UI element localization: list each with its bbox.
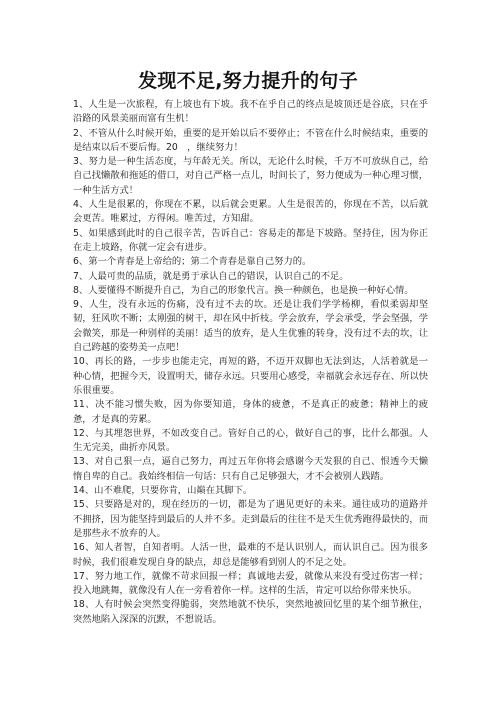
paragraph-7: 7、人最可贵的品质，就是勇于承认自己的错误，认识自己的不足。 xyxy=(73,270,349,282)
paragraph-8: 8、人要懂得不断提升自己，为自己的形象代言。换一种颜色，也是换一种好心情。 xyxy=(73,284,414,296)
paragraph-6: 6、第一个青春是上帝给的；第二个青春是靠自己努力的。 xyxy=(73,256,312,268)
document-body xyxy=(73,98,428,627)
paragraph-16: 16、知人者智，自知者明。人活一世，最难的不是认识别人，而认识自己。因为很多时候，我们很难发现自身的缺点，却总是能够看到别人的不足之处。 xyxy=(73,542,428,568)
paragraph-14: 14、山不难爬，只要你肯，山巅在其脚下。 xyxy=(73,485,253,497)
paragraph-18: 18、人有时候会突然变得脆弱，突然地就不快乐，突然地被回忆里的某个细节揪住，突然地陷入深深的沉默，不想说话。 xyxy=(73,599,428,625)
paragraph-9: 9、人生，没有永远的伤痛，没有过不去的坎。还是让我们学学杨柳，看似柔弱却坚韧，狂风吹不断；太刚强的树干，却在风中折枝。学会放弃，学会承受，学会坚强，学会微笑，那是一种别样的美丽！适当的放弃，是人生优雅的转身，没有过不去的坎，让自己跨越的姿势美一点吧！ xyxy=(73,299,428,354)
paragraph-15: 15、只要路是对的，现在经历的一切，都是为了遇见更好的未来。通往成功的道路并不拥挤，因为能坚持到最后的人并不多。走到最后的往往不是天生优秀跑得最快的，而是那些永不放弃的人。 xyxy=(73,499,428,539)
paragraph-1: 1、人生是一次旅程，有上坡也有下坡。我不在乎自己的终点是坡顶还是谷底，只在乎沿路的风景美丽而富有生机！ xyxy=(73,99,428,125)
paragraph-13: 13、对自己狠一点，逼自己努力，再过五年你将会感谢今天发狠的自己、恨透今天懒惰自卑的自己。我始终相信一句话：只有自己足够强大，才不会被别人践踏。 xyxy=(73,456,428,482)
paragraph-12: 12、与其埋怨世界，不如改变自己。管好自己的心，做好自己的事，比什么都强。人生无完美，曲折亦风景。 xyxy=(73,427,428,454)
paragraph-11: 11、决不能习惯失败，因为你要知道，身体的疲惫，不是真正的疲惫；精神上的疲惫，才是真的劳累。 xyxy=(73,399,428,425)
page-title: 发现不足,努力提升的句子 xyxy=(138,70,358,92)
paragraph-3: 3、努力是一种生活态度，与年龄无关。所以，无论什么时候，千万不可放纵自己，给自己找懒散和拖延的借口，对自己严格一点儿，时间长了，努力便成为一种心理习惯，一种生活方式！ xyxy=(73,156,428,196)
paragraph-2: 2、不管从什么时候开始，重要的是开始以后不要停止；不管在什么时候结束，重要的是结束以后不要后悔。20 ，继续努力！ xyxy=(73,127,428,153)
paragraph-4: 4、人生是很累的，你现在不累，以后就会更累。人生是很苦的，你现在不苦，以后就会更苦。唯累过，方得闲。唯苦过，方知甜。 xyxy=(73,199,428,225)
paragraph-10: 10、再长的路，一步步也能走完，再短的路，不迈开双脚也无法到达，人活着就是一种心情，把握今天，设置明天，储存永远。只要用心感受，幸福就会永远存在、所以快乐很重要。 xyxy=(73,356,428,396)
paragraph-5: 5、如果感到此时的自己很辛苦，告诉自己：容易走的都是下坡路。坚持住，因为你正在走上坡路，你就一定会有进步。 xyxy=(73,227,428,253)
paragraph-17: 17、努力地工作，就像不苛求回报一样；真诚地去爱，就像从来没有受过伤害一样；投入地跳舞，就像没有人在一旁看着你一样。这样的生活，肯定可以给你带来快乐。 xyxy=(73,570,428,597)
